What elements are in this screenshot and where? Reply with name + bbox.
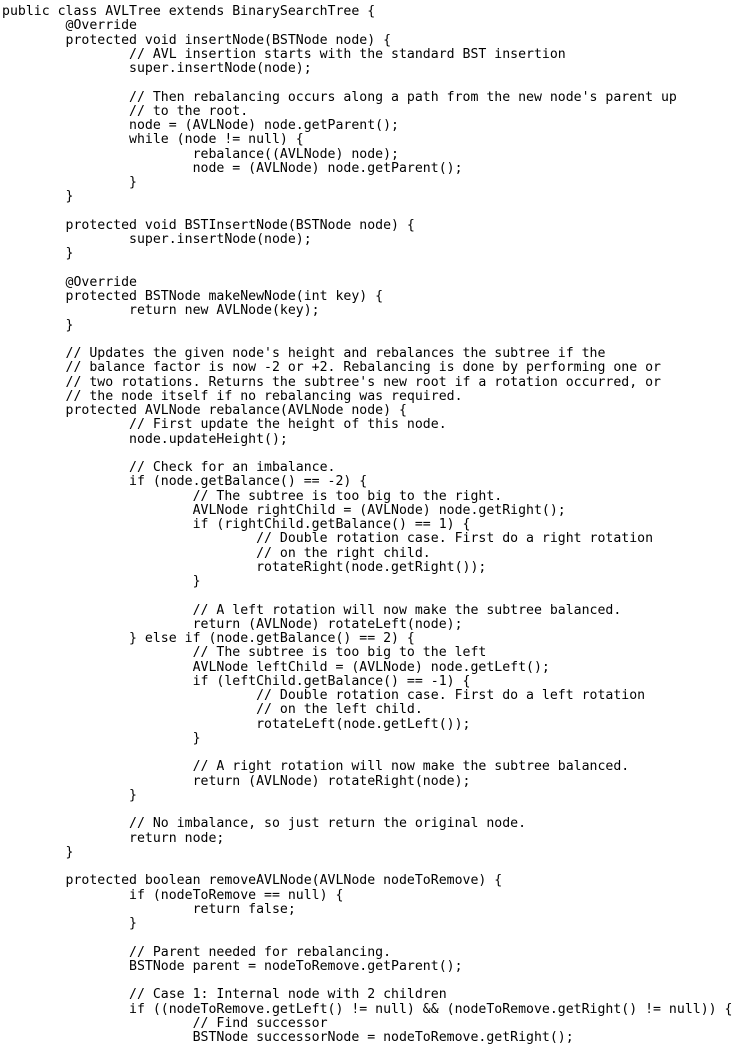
code-line bbox=[2, 803, 756, 817]
code-line bbox=[2, 262, 756, 276]
code-line: rotateRight(node.getRight()); bbox=[2, 560, 487, 575]
code-line: protected void insertNode(BSTNode node) { bbox=[2, 33, 392, 48]
code-line: return (AVLNode) rotateLeft(node); bbox=[2, 617, 463, 632]
code-line: } bbox=[2, 917, 137, 931]
code-line: // two rotations. Returns the subtree's new root if a rotation occurred, or bbox=[2, 375, 661, 390]
code-line: // Check for an imbalance. bbox=[2, 461, 336, 475]
code-line: } bbox=[2, 176, 137, 190]
code-line bbox=[2, 860, 756, 874]
code-line bbox=[2, 974, 756, 988]
code-line bbox=[2, 205, 756, 219]
code-line bbox=[2, 76, 756, 90]
code-line: if (nodeToRemove == null) { bbox=[2, 888, 344, 903]
code-line: // to the root. bbox=[2, 104, 249, 119]
code-line: } bbox=[2, 575, 201, 589]
code-line: // on the left child. bbox=[2, 703, 423, 718]
code-line: // the node itself if no rebalancing was required. bbox=[2, 389, 463, 404]
code-line: return new AVLNode(key); bbox=[2, 304, 320, 319]
code-line: if ((nodeToRemove.getLeft() != null) && (nodeToRemove.getRight() != null)) { bbox=[2, 1002, 733, 1017]
code-line: // Double rotation case. First do a right rotation bbox=[2, 532, 654, 547]
code-line: protected AVLNode rebalance(AVLNode node) { bbox=[2, 404, 407, 418]
code-line: // First update the height of this node. bbox=[2, 418, 447, 433]
code-line: } bbox=[2, 788, 137, 803]
code-line: } bbox=[2, 731, 201, 746]
code-line: // The subtree is too big to the left bbox=[2, 646, 487, 661]
code-line: } bbox=[2, 190, 74, 205]
code-line: super.insertNode(node); bbox=[2, 62, 312, 76]
code-line: // Find successor bbox=[2, 1016, 328, 1031]
code-line: return false; bbox=[2, 902, 296, 917]
code-line: super.insertNode(node); bbox=[2, 233, 312, 247]
code-line: AVLNode leftChild = (AVLNode) node.getLeft(); bbox=[2, 660, 550, 675]
code-line: BSTNode successorNode = nodeToRemove.getRight(); bbox=[2, 1031, 574, 1045]
code-line: public class AVLTree extends BinarySearchTree { bbox=[2, 5, 376, 19]
code-listing bbox=[2, 5, 756, 1045]
code-line: @Override bbox=[2, 19, 137, 34]
code-line: // No imbalance, so just return the original node. bbox=[2, 817, 527, 832]
code-line: } bbox=[2, 247, 74, 262]
code-line: if (rightChild.getBalance() == 1) { bbox=[2, 518, 471, 532]
code-line: // Case 1: Internal node with 2 children bbox=[2, 988, 447, 1003]
code-line: // A left rotation will now make the subtree balanced. bbox=[2, 603, 622, 618]
code-line: @Override bbox=[2, 275, 137, 290]
code-line: node = (AVLNode) node.getParent(); bbox=[2, 161, 463, 176]
code-line: rebalance((AVLNode) node); bbox=[2, 147, 399, 162]
code-line: BSTNode parent = nodeToRemove.getParent(); bbox=[2, 959, 463, 974]
code-line: // Updates the given node's height and rebalances the subtree if the bbox=[2, 347, 606, 361]
code-line: // Then rebalancing occurs along a path from the new node's parent up bbox=[2, 90, 677, 105]
code-line: } else if (node.getBalance() == 2) { bbox=[2, 632, 415, 646]
code-line: // Parent needed for rebalancing. bbox=[2, 945, 392, 960]
code-line: // The subtree is too big to the right. bbox=[2, 489, 503, 504]
code-line: return node; bbox=[2, 831, 225, 846]
code-line bbox=[2, 931, 756, 945]
code-line: protected boolean removeAVLNode(AVLNode nodeToRemove) { bbox=[2, 874, 503, 889]
code-line: // on the right child. bbox=[2, 546, 431, 561]
code-line: // AVL insertion starts with the standard BST insertion bbox=[2, 47, 566, 62]
code-line: // Double rotation case. First do a left rotation bbox=[2, 689, 646, 703]
code-line: // A right rotation will now make the subtree balanced. bbox=[2, 760, 630, 775]
code-line bbox=[2, 589, 756, 603]
code-line: // balance factor is now -2 or +2. Rebalancing is done by performing one or bbox=[2, 361, 661, 376]
code-line bbox=[2, 746, 756, 760]
code-line: AVLNode rightChild = (AVLNode) node.getRight(); bbox=[2, 503, 566, 518]
code-line bbox=[2, 333, 756, 347]
code-line: if (leftChild.getBalance() == -1) { bbox=[2, 674, 471, 689]
code-line: if (node.getBalance() == -2) { bbox=[2, 475, 368, 490]
code-line: } bbox=[2, 845, 74, 860]
code-line: node.updateHeight(); bbox=[2, 432, 288, 447]
code-line bbox=[2, 447, 756, 461]
code-line: rotateLeft(node.getLeft()); bbox=[2, 717, 471, 732]
code-line: protected void BSTInsertNode(BSTNode node) { bbox=[2, 218, 415, 233]
code-line: } bbox=[2, 318, 74, 333]
code-line: node = (AVLNode) node.getParent(); bbox=[2, 119, 399, 133]
code-line: protected BSTNode makeNewNode(int key) { bbox=[2, 290, 384, 304]
code-line: return (AVLNode) rotateRight(node); bbox=[2, 774, 471, 789]
code-line: while (node != null) { bbox=[2, 133, 304, 148]
